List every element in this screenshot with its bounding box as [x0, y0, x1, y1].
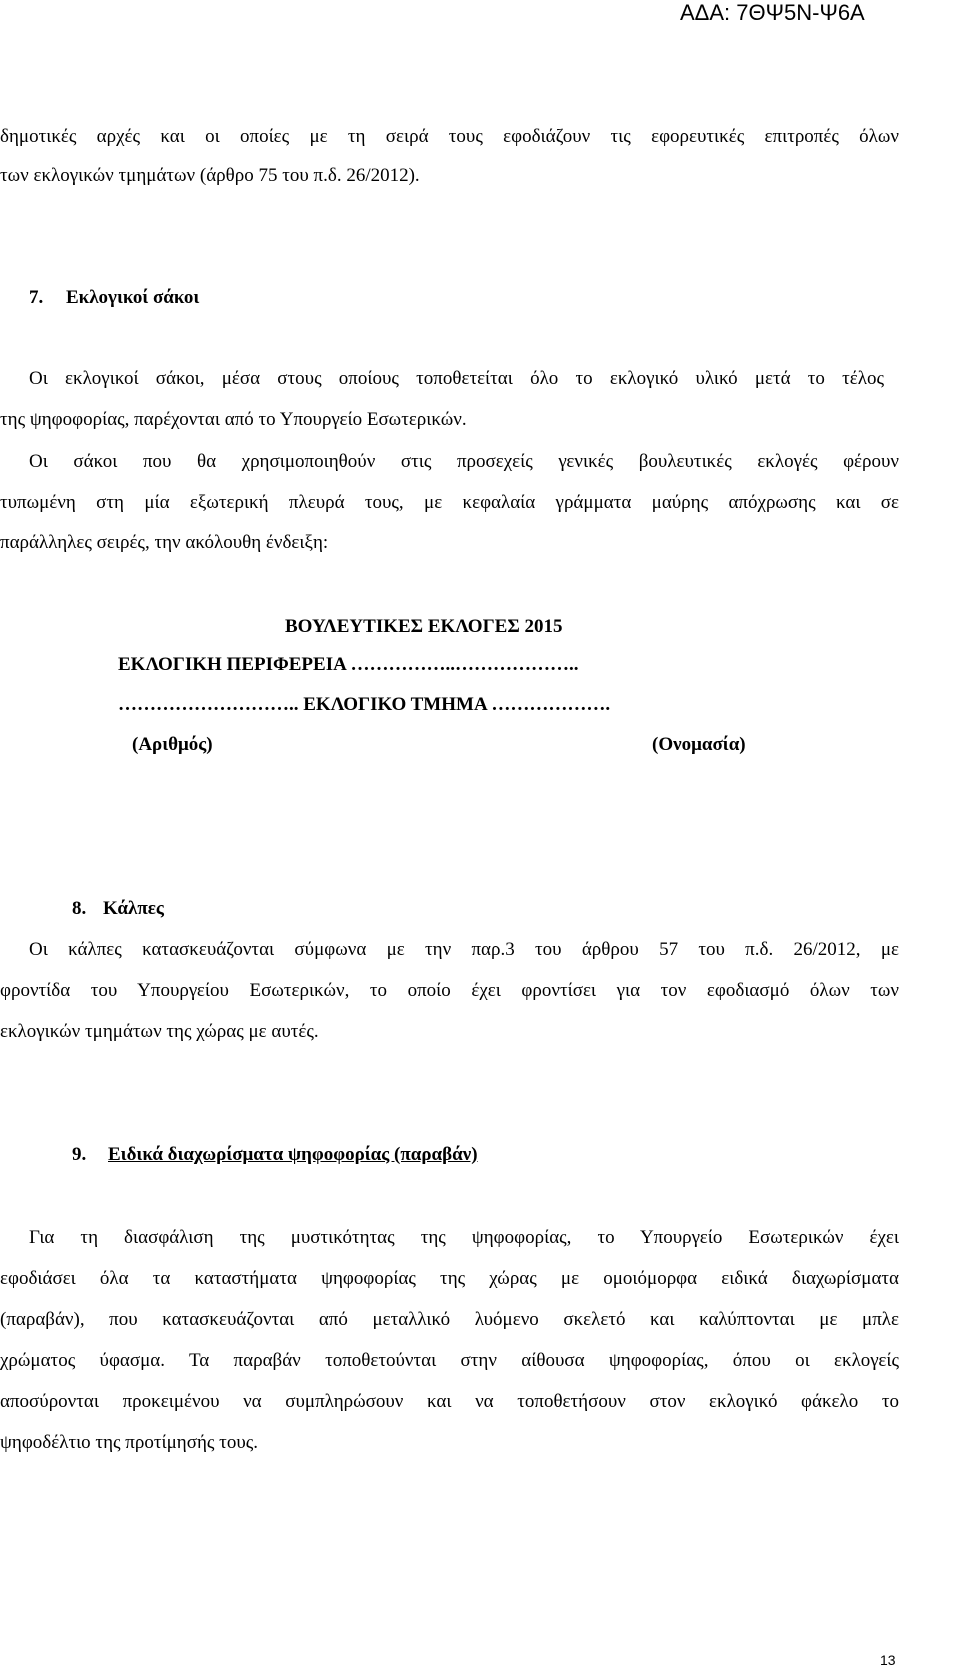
section-8-title: Κάλπες	[103, 898, 164, 919]
intro-line-2: των εκλογικών τμημάτων (άρθρο 75 του π.δ. 26/2012).	[0, 165, 420, 186]
section-9-line-5: αποσύρονται προκειμένου να συμπληρώσουν και να τοποθετήσουν στον εκλογικό φάκελο το	[0, 1391, 899, 1412]
section-9-line-1: Για τη διασφάλιση της μυστικότητας της ψηφοφορίας, το Υπουργείο Εσωτερικών έχει	[29, 1227, 899, 1248]
section-7-p1-line-2: της ψηφοφορίας, παρέχονται από το Υπουργείο Εσωτερικών.	[0, 409, 467, 430]
intro-line-1: δημοτικές αρχές και οι οποίες με τη σειρά τους εφοδιάζουν τις εφορευτικές επιτροπές όλων	[0, 126, 899, 147]
section-8-number: 8.	[72, 898, 87, 919]
label-constituency: ΕΚΛΟΓΙΚΗ ΠΕΡΙΦΕΡΕΙΑ ……………..………………..	[118, 654, 579, 675]
section-8-line-3: εκλογικών τμημάτων της χώρας με αυτές.	[0, 1021, 319, 1042]
section-9-line-2: εφοδιάσει όλα τα καταστήματα ψηφοφορίας της χώρας με ομοιόμορφα ειδικά διαχωρίσματα	[0, 1268, 899, 1289]
page-number: 13	[880, 1652, 896, 1668]
section-9-line-3: (παραβάν), που κατασκευάζονται από μεταλλικό λυόμενο σκελετό και καλύπτονται με μπλε	[0, 1309, 899, 1330]
label-elections: ΒΟΥΛΕΥΤΙΚΕΣ ΕΚΛΟΓΕΣ 2015	[285, 616, 563, 637]
section-7-p2-line-2: τυπωμένη στη μία εξωτερική πλευρά τους, με κεφαλαία γράμματα μαύρης απόχρωσης και σε	[0, 492, 899, 513]
section-7-p2-line-1: Οι σάκοι που θα χρησιμοποιηθούν στις προσεχείς γενικές βουλευτικές εκλογές φέρουν	[29, 451, 899, 472]
section-7-p2-line-3: παράλληλες σειρές, την ακόλουθη ένδειξη:	[0, 532, 329, 553]
section-9-line-4: χρώματος ύφασμα. Τα παραβάν τοποθετούνται στην αίθουσα ψηφοφορίας, όπου οι εκλογείς	[0, 1350, 899, 1371]
section-8-line-2: φροντίδα του Υπουργείου Εσωτερικών, το οποίο έχει φροντίσει για τον εφοδιασμό όλων των	[0, 980, 899, 1001]
section-9-title: Ειδικά διαχωρίσματα ψηφοφορίας (παραβάν)	[108, 1144, 478, 1165]
section-7-p1-line-1: Οι εκλογικοί σάκοι, μέσα στους οποίους τοποθετείται όλο το εκλογικό υλικό μετά το τέλος	[29, 368, 884, 389]
section-7-title: Εκλογικοί σάκοι	[66, 287, 200, 308]
section-8-line-1: Οι κάλπες κατασκευάζονται σύμφωνα με την παρ.3 του άρθρου 57 του π.δ. 26/2012, με	[29, 939, 899, 960]
section-9-line-6: ψηφοδέλτιο της προτίμησής τους.	[0, 1432, 258, 1453]
label-name-caption: (Ονομασία)	[652, 734, 746, 755]
label-number-caption: (Αριθμός)	[132, 734, 213, 755]
ada-code: ΑΔΑ: 7ΘΨ5Ν-Ψ6Α	[680, 0, 865, 25]
section-9-number: 9.	[72, 1144, 87, 1165]
section-7-number: 7.	[29, 287, 44, 308]
label-polling-station: ……………………….. ΕΚΛΟΓΙΚΟ ΤΜΗΜΑ ……………….	[118, 694, 611, 715]
